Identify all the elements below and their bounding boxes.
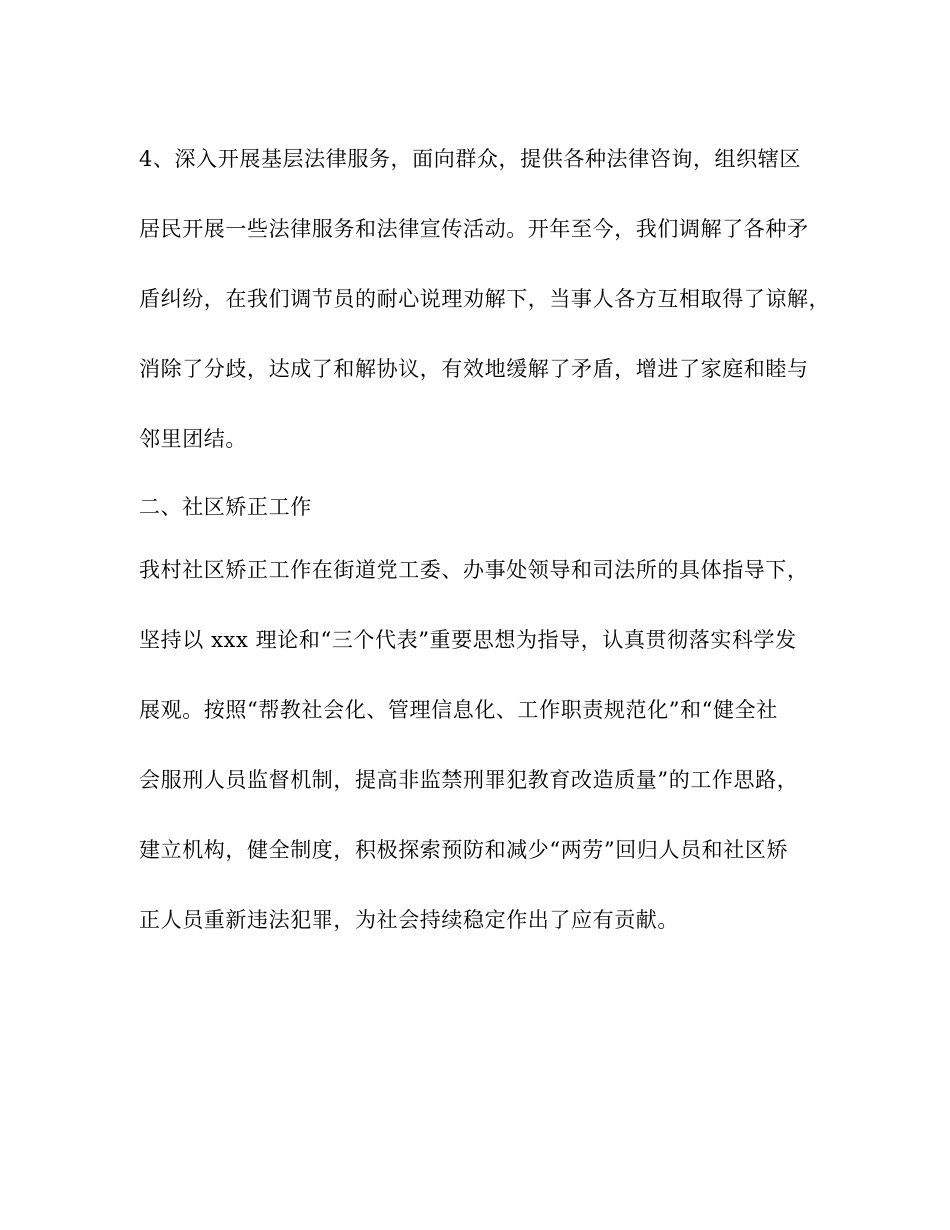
paragraph-line: 坚持以 xxx 理论和“三个代表”重要思想为指导，认真贯彻落实科学发 (139, 628, 797, 652)
section-heading: 二、社区矫正工作 (139, 495, 312, 519)
paragraph-line: 会服刑人员监督机制，提高非监禁刑罪犯教育改造质量”的工作思路， (139, 768, 799, 792)
paragraph-line: 建立机构，健全制度，积极探索预防和减少“两劳”回归人员和社区矫 (139, 838, 789, 862)
paragraph-line: 邻里团结。 (139, 427, 247, 451)
paragraph-line: 居民开展一些法律服务和法律宣传活动。开年至今，我们调解了各种矛 (139, 217, 809, 241)
paragraph-line: 展观。按照“帮教社会化、管理信息化、工作职责规范化”和“健全社 (139, 698, 778, 722)
paragraph-line: 盾纠纷，在我们调节员的耐心说理劝解下，当事人各方互相取得了谅解， (139, 287, 831, 311)
paragraph-line: 4、深入开展基层法律服务，面向群众，提供各种法律咨询，组织辖区 (139, 147, 801, 171)
paragraph-line: 正人员重新违法犯罪，为社会持续稳定作出了应有贡献。 (139, 908, 679, 932)
paragraph-line: 消除了分歧，达成了和解协议，有效地缓解了矛盾，增进了家庭和睦与 (139, 357, 809, 381)
paragraph-line: 我村社区矫正工作在街道党工委、办事处领导和司法所的具体指导下， (139, 558, 809, 582)
